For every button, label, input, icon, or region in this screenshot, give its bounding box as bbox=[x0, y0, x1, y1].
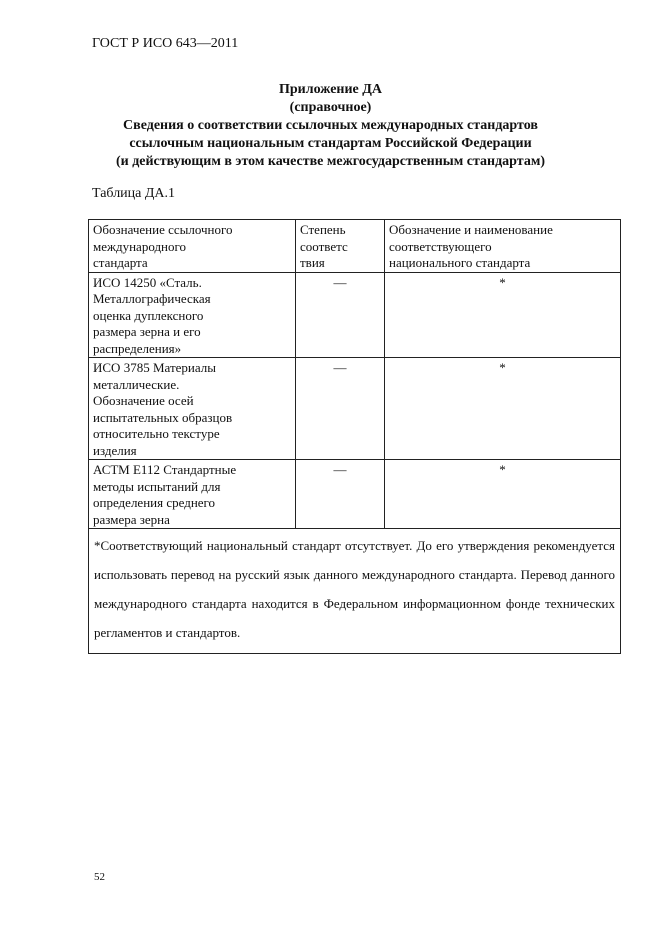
cell-text: методы испытаний для bbox=[93, 478, 221, 494]
appendix-heading-line-3: (и действующим в этом качестве межгосударственным стандартам) bbox=[115, 154, 546, 169]
header-national-standard bbox=[385, 220, 621, 273]
cell-international-standard bbox=[89, 272, 296, 358]
appendix-heading-line-1: Сведения о соответствии ссылочных международных стандартов bbox=[123, 118, 538, 133]
header-text: Обозначение и наименование bbox=[389, 222, 553, 237]
table-caption: Таблица ДА.1 bbox=[92, 186, 176, 201]
header-text: твия bbox=[300, 255, 325, 270]
table-footnote-row bbox=[89, 529, 621, 654]
cell-degree: — bbox=[296, 358, 385, 460]
table-row bbox=[89, 272, 621, 358]
table-footnote: *Соответствующий национальный стандарт отсутствует. До его утверждения рекомендуется использовать перевод на русский язык данного международного стандарта. Перевод данного международного стандарта находится в Федеральном информационном фонде технических регламентов и стандартов. bbox=[89, 529, 621, 654]
appendix-subtitle: (справочное) bbox=[289, 100, 372, 115]
cell-text: Металлографическая bbox=[93, 291, 211, 306]
cell-text: АСТМ Е112 Стандартные bbox=[93, 462, 237, 477]
appendix-heading bbox=[0, 81, 661, 171]
document-code: ГОСТ Р ИСО 643—2011 bbox=[92, 36, 239, 51]
cell-text: распределения» bbox=[93, 340, 182, 356]
page-number: 52 bbox=[94, 871, 105, 883]
appendix-title: Приложение ДА bbox=[278, 82, 383, 97]
correspondence-table bbox=[88, 219, 621, 654]
appendix-heading-line-2: ссылочным национальным стандартам Российской Федерации bbox=[129, 136, 532, 151]
cell-national-standard: * bbox=[385, 460, 621, 529]
table-header-row bbox=[89, 220, 621, 273]
cell-text: относительно текстуре bbox=[93, 426, 220, 441]
cell-international-standard bbox=[89, 460, 296, 529]
cell-text: оценка дуплексного bbox=[93, 307, 204, 323]
header-text: национального стандарта bbox=[389, 255, 531, 270]
header-degree bbox=[296, 220, 385, 273]
cell-text: испытательных образцов bbox=[93, 409, 233, 425]
cell-text: размера зерна bbox=[93, 511, 170, 527]
cell-international-standard bbox=[89, 358, 296, 460]
header-international-standard bbox=[89, 220, 296, 273]
cell-national-standard: * bbox=[385, 272, 621, 358]
table-row bbox=[89, 358, 621, 460]
cell-national-standard: * bbox=[385, 358, 621, 460]
cell-degree: — bbox=[296, 460, 385, 529]
cell-text: Обозначение осей bbox=[93, 393, 194, 408]
cell-text: металлические. bbox=[93, 376, 180, 392]
table-row bbox=[89, 460, 621, 529]
header-text: соответствующего bbox=[389, 238, 492, 254]
header-text: Степень bbox=[300, 222, 346, 237]
cell-text: определения среднего bbox=[93, 495, 216, 510]
cell-text: ИСО 3785 Материалы bbox=[93, 360, 216, 375]
cell-text: изделия bbox=[93, 442, 137, 458]
header-text: стандарта bbox=[93, 255, 148, 270]
header-text: Обозначение ссылочного bbox=[93, 222, 233, 237]
header-text: соответс bbox=[300, 238, 348, 254]
header-text: международного bbox=[93, 238, 187, 254]
cell-degree: — bbox=[296, 272, 385, 358]
cell-text: размера зерна и его bbox=[93, 324, 201, 339]
cell-text: ИСО 14250 «Сталь. bbox=[93, 274, 202, 290]
